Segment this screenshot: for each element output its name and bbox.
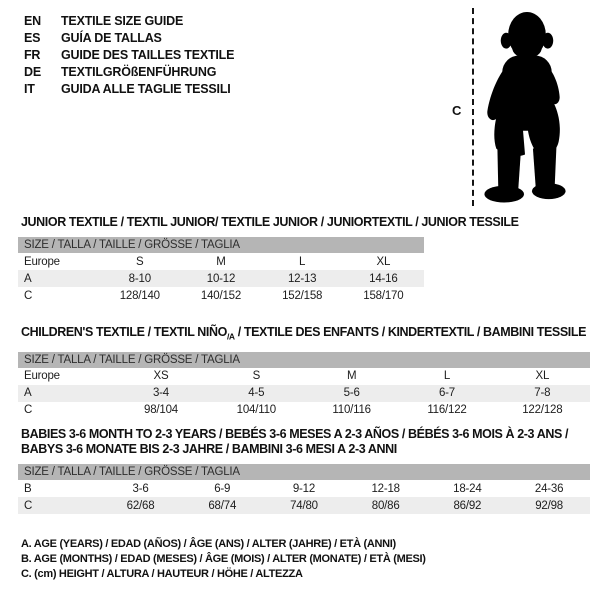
cell: 74/80 (263, 497, 345, 514)
lang-code: EN (24, 14, 41, 28)
cell: XL (376, 255, 391, 268)
note-height-cm: C. (cm) HEIGHT / ALTURA / HAUTEUR / HÖHE / ALTEZZA (21, 568, 303, 580)
cell: 62/68 (100, 497, 182, 514)
lang-title: TEXTILGRÖßENFÜHRUNG (61, 65, 217, 79)
table-row (18, 287, 424, 304)
lang-code: FR (24, 48, 41, 62)
lang-row-de (24, 64, 234, 81)
cell: 3-6 (132, 482, 149, 495)
children-size-table (18, 352, 590, 419)
table-row (18, 497, 590, 514)
size-header-bar: SIZE / TALLA / TAILLE / GRÖSSE / TAGLIA (18, 237, 424, 253)
cell: 158/170 (363, 289, 404, 302)
children-table-title (18, 325, 590, 345)
lang-title: GUIDA ALLE TAGLIE TESSILI (61, 82, 231, 96)
size-header-bar: SIZE / TALLA / TAILLE / GRÖSSE / TAGLIA (18, 464, 590, 480)
cell: 7-8 (495, 385, 590, 402)
table-row (18, 270, 424, 287)
row-label: A (18, 385, 113, 402)
toddler-silhouette-icon (481, 8, 571, 206)
lang-row-fr (24, 47, 234, 64)
junior-size-table (18, 237, 424, 304)
babies-table-section (18, 427, 590, 514)
size-header-bar: SIZE / TALLA / TAILLE / GRÖSSE / TAGLIA (18, 352, 590, 368)
cell: 104/110 (236, 404, 276, 416)
babies-table-title (18, 427, 590, 457)
cell: 110/116 (332, 404, 371, 416)
junior-table-title: JUNIOR TEXTILE / TEXTIL JUNIOR/ TEXTILE JUNIOR / JUNIORTEXTIL / JUNIOR TESSILE (21, 215, 519, 229)
cell: 3-4 (113, 385, 208, 402)
cell: 92/98 (508, 497, 590, 514)
table-row (18, 253, 424, 270)
cell: M (216, 255, 226, 268)
cell: 6-9 (214, 482, 231, 495)
row-label: Europe (24, 255, 60, 268)
cell: 80/86 (345, 497, 427, 514)
cell: 14-16 (343, 270, 424, 287)
lang-title: GUIDE DES TAILLES TEXTILE (61, 48, 235, 62)
cell: 10-12 (180, 270, 261, 287)
babies-size-table (18, 464, 590, 514)
babies-title-line2: BABYS 3-6 MONATE BIS 2-3 JAHRE / BAMBINI 3-6 MESI A 2-3 ANNI (21, 442, 397, 456)
children-title-sub: /A (226, 331, 235, 342)
lang-code: ES (24, 31, 41, 45)
children-title-after: / TEXTILE DES ENFANTS / KINDERTEXTIL / BAMBINI TESSILE (234, 325, 587, 339)
junior-table-section (18, 215, 519, 304)
cell: S (136, 255, 144, 268)
cell: M (346, 370, 357, 382)
cell: 116/122 (427, 404, 467, 416)
cell: 18-24 (453, 482, 482, 495)
note-age-years: A. AGE (YEARS) / EDAD (AÑOS) / ÂGE (ANS) / ALTER (JAHRE) / ETÀ (ANNI) (21, 538, 396, 550)
cell: XS (153, 370, 169, 382)
cell: L (299, 255, 306, 268)
table-row (18, 480, 590, 497)
row-label: B (24, 482, 32, 495)
cell: L (443, 370, 451, 382)
language-title-block (24, 13, 234, 98)
table-row (18, 368, 590, 385)
row-label: C (18, 497, 100, 514)
height-measure-dashed-line (472, 8, 474, 206)
cell: 12-13 (262, 270, 343, 287)
row-label: A (18, 270, 99, 287)
lang-code: DE (24, 65, 41, 79)
lang-row-it (24, 81, 234, 98)
cell: 122/128 (522, 404, 563, 416)
lang-row-en (24, 13, 234, 30)
cell: 140/152 (200, 289, 242, 302)
cell: 9-12 (292, 482, 316, 495)
lang-row-es (24, 30, 234, 47)
row-label: Europe (24, 370, 60, 382)
cell: 68/74 (181, 497, 263, 514)
cell: 24-36 (534, 482, 564, 495)
lang-title: TEXTILE SIZE GUIDE (61, 14, 184, 28)
cell: 6-7 (399, 385, 494, 402)
cell: S (252, 370, 261, 382)
legend-notes (21, 537, 426, 582)
cell: XL (535, 370, 550, 382)
table-row (18, 385, 590, 402)
table-row (18, 402, 590, 419)
cell: 5-6 (304, 385, 399, 402)
row-label: C (24, 289, 33, 302)
cell: 152/158 (282, 289, 323, 302)
cell: 98/104 (144, 404, 178, 416)
cell: 12-18 (371, 482, 400, 495)
cell: 4-5 (209, 385, 304, 402)
cell: 128/140 (119, 289, 160, 302)
lang-title: GUÍA DE TALLAS (61, 31, 162, 45)
row-label: C (24, 404, 33, 416)
note-age-months: B. AGE (MONTHS) / EDAD (MESES) / ÂGE (MOIS) / ALTER (MONATE) / ETÀ (MESI) (21, 553, 426, 565)
height-marker-label: C (452, 103, 462, 118)
cell: 8-10 (99, 270, 180, 287)
cell: 86/92 (427, 497, 509, 514)
children-table-section (18, 325, 590, 419)
babies-title-line1: BABIES 3-6 MONTH TO 2-3 YEARS / BEBÉS 3-6 MESES A 2-3 AÑOS / BÉBÉS 3-6 MOIS À 2-3 ANS / (21, 427, 569, 441)
lang-code: IT (24, 82, 35, 96)
children-title-before: CHILDREN'S TEXTILE / TEXTIL NIÑO (21, 325, 227, 339)
